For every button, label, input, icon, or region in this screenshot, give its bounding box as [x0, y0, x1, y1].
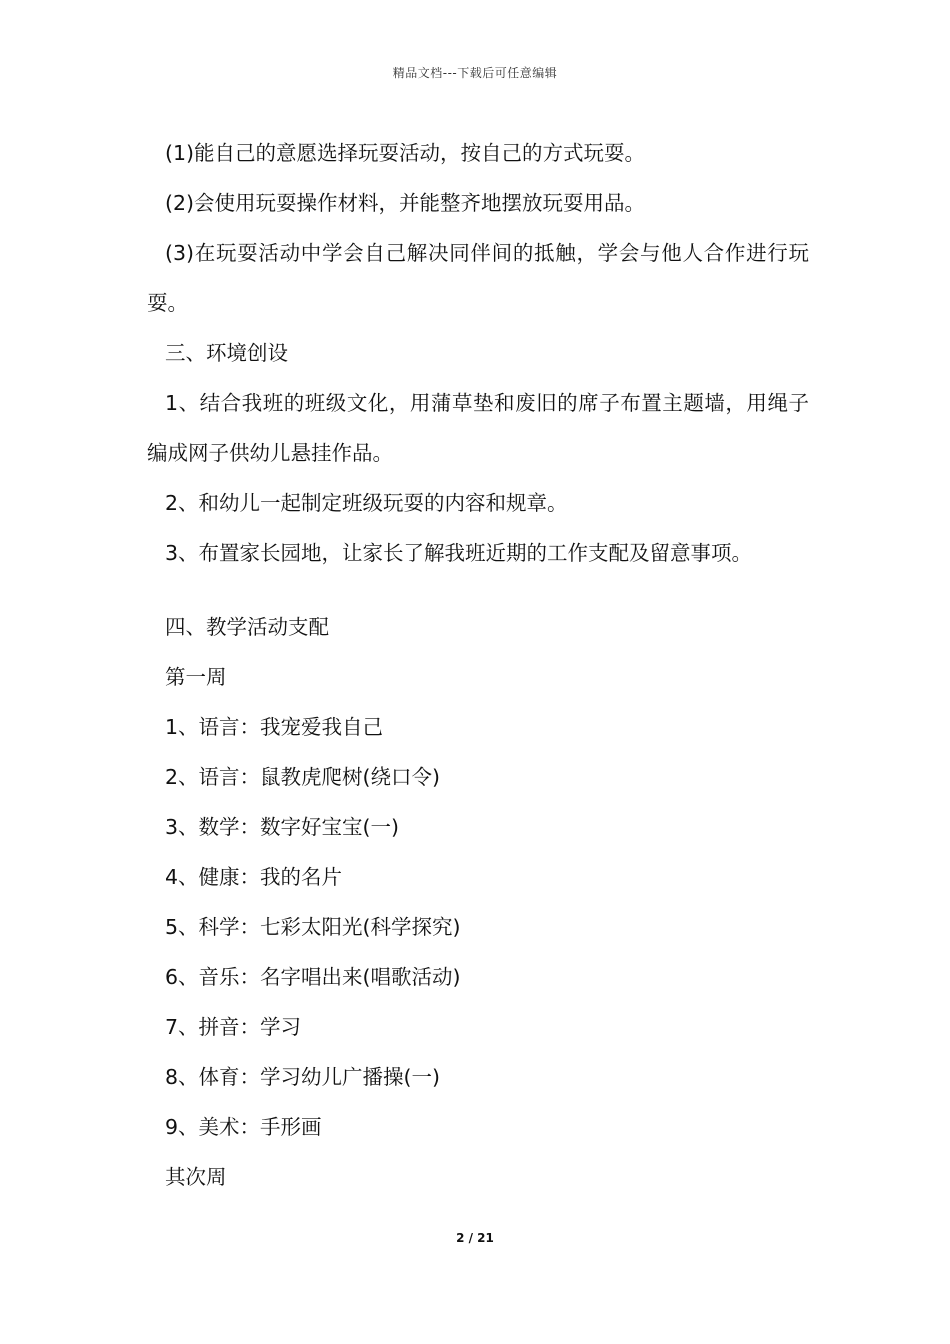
section-heading-environment: 三、环境创设: [165, 341, 288, 365]
week1-item: 6、音乐：名字唱出来(唱歌活动): [165, 965, 461, 989]
environment-item-1: 1、结合我班的班级文化，用蒲草垫和废旧的席子布置主题墙，用绳子编成网子供幼儿悬挂作品。: [147, 391, 809, 465]
week1-item: 1、语言：我宠爱我自己: [165, 715, 384, 739]
page-number: 2 / 21: [456, 1231, 494, 1245]
week1-item: 2、语言：鼠教虎爬树(绕口令): [165, 765, 441, 789]
week1-item: 4、健康：我的名片: [165, 865, 343, 889]
document-body: [147, 128, 809, 1202]
week1-item: 5、科学：七彩太阳光(科学探究): [165, 915, 461, 939]
week1-item: 8、体育：学习幼儿广播操(一): [165, 1065, 441, 1089]
section-spacer: [147, 578, 809, 602]
goal-paragraph-2: (2)会使用玩耍操作材料，并能整齐地摆放玩耍用品。: [165, 191, 646, 215]
week1-item: 9、美术：手形画: [165, 1115, 322, 1139]
environment-item-2: 2、和幼儿一起制定班级玩耍的内容和规章。: [165, 491, 568, 515]
environment-item-3: 3、布置家长园地，让家长了解我班近期的工作支配及留意事项。: [165, 541, 753, 565]
page-header: 精品文档---下载后可任意编辑: [392, 66, 558, 80]
week-heading-2: 其次周: [165, 1165, 227, 1189]
week1-item: 3、数学：数字好宝宝(一): [165, 815, 400, 839]
goal-paragraph-3: (3)在玩耍活动中学会自己解决同伴间的抵触，学会与他人合作进行玩耍。: [147, 241, 809, 315]
week1-item: 7、拼音：学习: [165, 1015, 302, 1039]
week-heading-1: 第一周: [165, 665, 227, 689]
section-heading-teaching: 四、教学活动支配: [165, 615, 329, 639]
goal-paragraph-1: (1)能自己的意愿选择玩耍活动，按自己的方式玩耍。: [165, 141, 646, 165]
